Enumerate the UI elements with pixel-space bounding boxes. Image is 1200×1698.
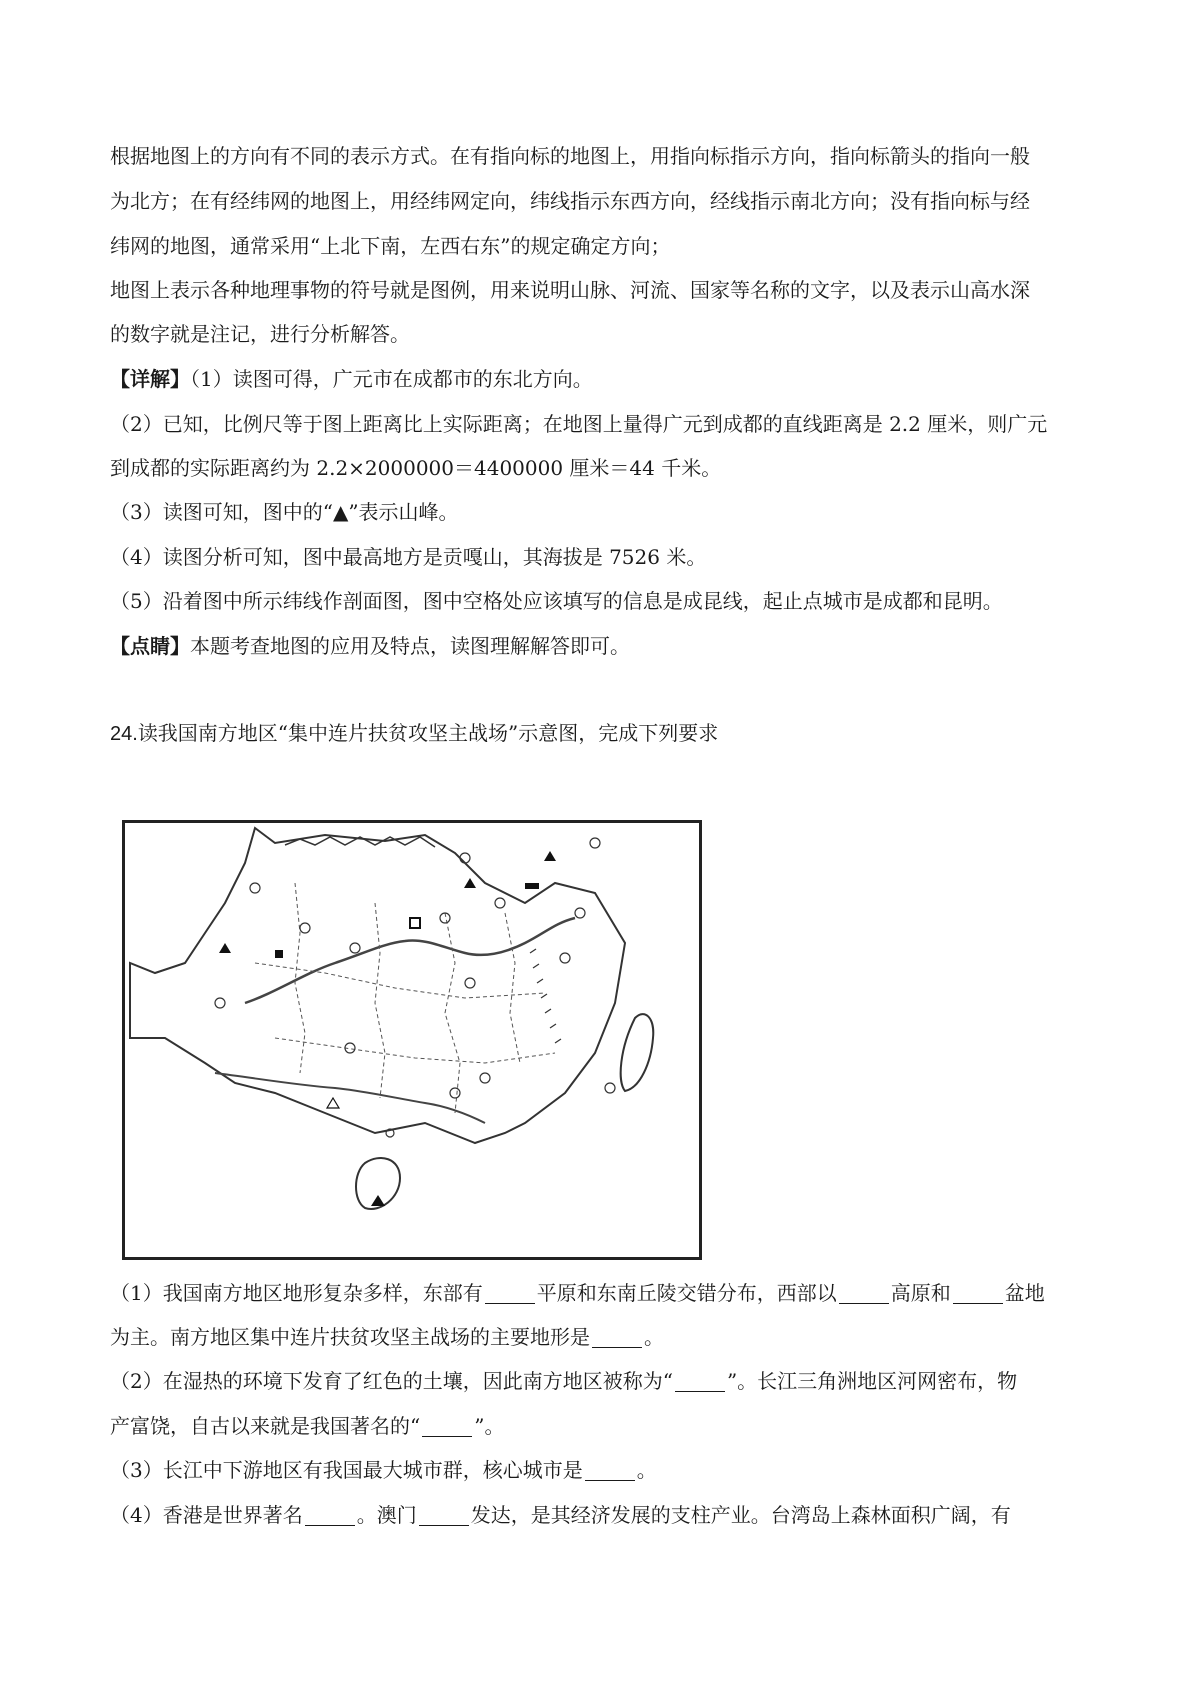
- q4-text-c: 发达，是其经济发展的支柱产业。台湾岛上森林面积广阔，有: [470, 1503, 1011, 1527]
- province-border-3: [445, 913, 460, 1113]
- q1-text-b: 平原和东南丘陵交错分布，西部以: [536, 1281, 837, 1305]
- q1-blank-3[interactable]: [953, 1283, 1003, 1304]
- q1-blank-4[interactable]: [592, 1327, 642, 1348]
- q2-line-1: [110, 1366, 1100, 1396]
- q2-blank-2[interactable]: [422, 1416, 472, 1437]
- province-border-2: [375, 903, 385, 1098]
- detail-line-2b: 到成都的实际距离约为 2.2×2000000＝4400000 厘米＝44 千米。: [110, 456, 722, 480]
- detail-line-4: （4）读图分析可知，图中最高地方是贡嘎山，其海拔是 7526 米。: [110, 545, 707, 569]
- mountain-peak-symbol: [219, 943, 231, 953]
- analysis-line-3: 纬网的地图，通常采用“上北下南，左西右东”的规定确定方向；: [110, 234, 671, 258]
- q3-text-a: （3）长江中下游地区有我国最大城市群，核心城市是: [110, 1458, 583, 1482]
- hazard-symbol: [327, 1098, 339, 1108]
- detail-line-2a: （2）已知，比例尺等于图上距离比上实际距离；在地图上量得广元到成都的直线距离是 2.2 厘米，则广元: [110, 412, 1048, 436]
- taiwan-island: [621, 1014, 654, 1091]
- square-outline-symbol: [410, 918, 420, 928]
- q1-text-d: 盆地: [1004, 1281, 1045, 1305]
- region-outline: [130, 828, 625, 1143]
- detail-line-3: （3）读图可知，图中的“▲”表示山峰。: [110, 500, 459, 524]
- q3-line: [110, 1455, 1100, 1485]
- comment-line: [110, 631, 1100, 661]
- mountain-peak-symbol: [544, 851, 556, 861]
- analysis-line-4: 地图上表示各种地理事物的符号就是图例，用来说明山脉、河流、国家等名称的文字，以及表示山高水深: [110, 278, 1030, 302]
- city-symbol: [450, 1088, 460, 1098]
- city-symbol: [460, 853, 470, 863]
- city-symbol: [465, 978, 475, 988]
- city-symbol: [350, 943, 360, 953]
- province-border-6: [275, 1038, 555, 1063]
- south-china-map: [122, 820, 702, 1260]
- analysis-line-2: 为北方；在有经纬网的地图上，用经纬网定向，纬线指示东西方向，经线指示南北方向；没有指向标与经: [110, 189, 1030, 213]
- map-drawing: [125, 823, 699, 1257]
- detail-text-1: （1）读图可得，广元市在成都市的东北方向。: [190, 367, 593, 391]
- analysis-line-5: 的数字就是注记，进行分析解答。: [110, 322, 410, 346]
- province-border-5: [255, 963, 545, 998]
- question-number: 24.: [110, 723, 138, 745]
- comment-text: 本题考查地图的应用及特点，读图理解解答即可。: [190, 634, 630, 658]
- q2-text-a: （2）在湿热的环境下发育了红色的土壤，因此南方地区被称为“: [110, 1369, 673, 1393]
- city-symbol: [250, 883, 260, 893]
- q1-line-2: [110, 1322, 1100, 1352]
- q1-blank-1[interactable]: [485, 1283, 535, 1304]
- city-symbol: [605, 1083, 615, 1093]
- bar-symbol: [525, 883, 539, 889]
- comment-label: 【点睛】: [110, 634, 190, 658]
- detail-line-5: （5）沿着图中所示纬线作剖面图，图中空格处应该填写的信息是成昆线，起止点城市是成都和昆明。: [110, 589, 1003, 613]
- mountain-peak-symbol: [464, 878, 476, 888]
- q3-text-b: 。: [636, 1458, 657, 1482]
- q1-text-f: 。: [644, 1325, 664, 1349]
- q4-text-a: （4）香港是世界著名: [110, 1503, 303, 1527]
- city-symbol: [215, 998, 225, 1008]
- detail-label: 【详解】: [110, 367, 190, 391]
- q1-text-c: 高原和: [890, 1281, 951, 1305]
- city-symbol: [480, 1073, 490, 1083]
- pearl-river: [215, 1073, 485, 1123]
- q4-blank-2[interactable]: [419, 1505, 469, 1526]
- q2-text-d: ”。: [474, 1414, 505, 1438]
- q1-blank-2[interactable]: [839, 1283, 889, 1304]
- coast-hatch: [530, 949, 561, 1043]
- province-border-4: [505, 913, 520, 1063]
- q1-line-1: [110, 1278, 1100, 1308]
- q4-line: [110, 1500, 1100, 1530]
- analysis-line-1: 根据地图上的方向有不同的表示方式。在有指向标的地图上，用指向标指示方向，指向标箭头的指向一般: [110, 144, 1030, 168]
- question-prompt-line: [110, 718, 1100, 749]
- q2-text-b: ”。长江三角洲地区河网密布，物: [726, 1369, 1018, 1393]
- mountain-peak-symbol: [371, 1195, 385, 1206]
- q1-text-a: （1）我国南方地区地形复杂多样，东部有: [110, 1281, 483, 1305]
- city-symbol: [590, 838, 600, 848]
- city-symbol: [300, 923, 310, 933]
- q2-line-2: [110, 1411, 1100, 1441]
- q2-text-c: 产富饶，自古以来就是我国著名的“: [110, 1414, 421, 1438]
- square-symbol: [275, 950, 283, 958]
- q2-blank-1[interactable]: [675, 1371, 725, 1392]
- detail-line-1: [110, 364, 1100, 394]
- q4-text-b: 。澳门: [356, 1503, 417, 1527]
- city-symbol: [560, 953, 570, 963]
- q3-blank-1[interactable]: [585, 1460, 635, 1481]
- city-symbol: [495, 898, 505, 908]
- city-symbol: [575, 908, 585, 918]
- question-prompt: 读我国南方地区“集中连片扶贫攻坚主战场”示意图，完成下列要求: [137, 721, 719, 745]
- q1-text-e: 为主。南方地区集中连片扶贫攻坚主战场的主要地形是: [110, 1325, 590, 1349]
- q4-blank-1[interactable]: [305, 1505, 355, 1526]
